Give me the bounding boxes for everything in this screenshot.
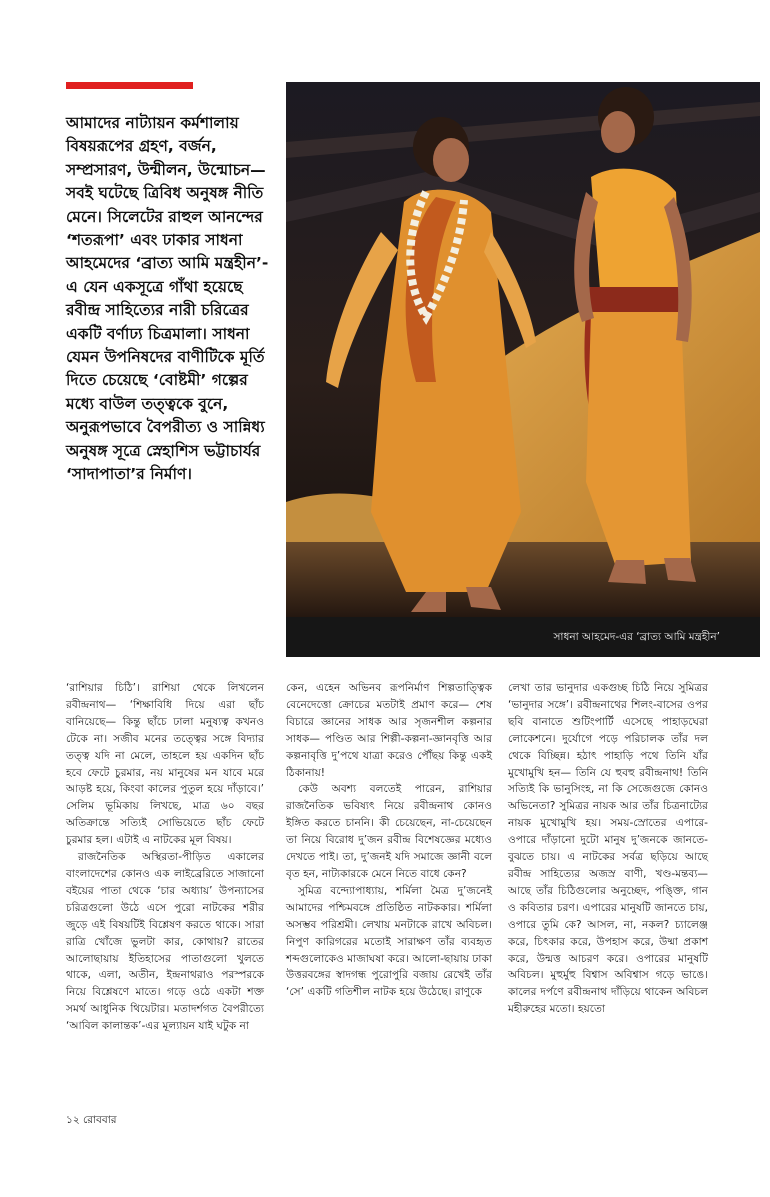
stage-photo bbox=[286, 82, 760, 657]
stage-photo-illustration bbox=[286, 82, 760, 657]
intro-paragraph bbox=[66, 112, 272, 487]
col1-paragraph-2: রাজনৈতিক অস্থিরতা-পীড়িত একালের বাংলাদেশের কোনও এক লাইব্রেরিতে সাজানো বইয়ের পাতা থেকে ‘চার অধ্যায়’ উপন্যাসের চরিত্রগুলো উঠে এসে পুরো নাটকের শরীর জুড়ে এই বিষয়টিই বিশ্লেষণ করতে থাকে। সারা রাত্রি খোঁজে ভুলটা কার, কোথায়? রাতের আলোছায়ায় ইতিহাসের পাতাগুলো খুলতে থাকে, এলা, অতীন, ইন্দ্রনাথরাও পরস্পরকে নিয়ে বিশ্লেষণে মাতে। গড়ে ওঠে একটা শক্ত সমর্থ আধুনিক থিয়েটার। মতাদর্শগত বৈপরীত্যে ‘আবিল কালান্তক’-এর মূল্যায়ন যাই ঘটুক না bbox=[66, 851, 264, 1033]
article-column-3 bbox=[508, 680, 708, 1018]
col2-paragraph-2: কেউ অবশ্য বলতেই পারেন, রাশিয়ার রাজনৈতিক ভবিষ্যৎ নিয়ে রবীন্দ্রনাথ কোনও ইঙ্গিত করতে চাননি। কী চেয়েছেন, না-চেয়েছেন তা নিয়ে বিরোধ দু’জন রবীন্দ্র বিশেষজ্ঞের মধ্যেও দেখতে পাই। তা, দু’জনই যদি সমাজে জ্ঞানী বলে বৃত হন, নাট্যকারকে মেনে নিতে বাধে কেন? bbox=[286, 783, 492, 880]
photo-caption: সাধনা আহমেদ-এর ‘ব্রাত্য আমি মন্ত্রহীন’ bbox=[286, 617, 760, 657]
article-column-1 bbox=[66, 680, 264, 1035]
intro-text: আমাদের নাট্যায়ন কর্মশালায় বিষয়রূপের গ্রহণ, বর্জন, সম্প্রসারণ, উন্মীলন, উন্মোচন— সবই ঘটেছে ত্রিবিধ অনুষঙ্গ নীতি মেনে। সিলেটের রাহুল আনন্দের ‘শতরূপা’ এবং ঢাকার সাধনা আহমেদের ‘ব্রাত্য আমি মন্ত্রহীন’-এ যেন একসূত্রে গাঁথা হয়েছে রবীন্দ্র সাহিত্যের নারী চরিত্রের একটি বর্ণাঢ্য চিত্রমালা। সাধনা যেমন উপনিষদের বাণীটিকে মূর্তি দিতে চেয়েছে ‘বোষ্টমী’ গল্পের মধ্যে বাউল তত্ত্বকে বুনে, অনুরূপভাবে বৈপরীত্য ও সান্নিধ্য অনুষঙ্গ সূত্রে স্নেহাশিস ভট্টাচার্যর ‘সাদাপাতা’র নির্মাণ। bbox=[66, 114, 269, 484]
col2-paragraph-3: সুমিত্র বন্দ্যোপাধ্যায়, শর্মিলা মৈত্র দু’জনেই আমাদের পশ্চিমবঙ্গে প্রতিষ্ঠিত নাটককার। শর্মিলা অসম্ভব পরিশ্রমী। লেখায় মনটাকে রাখে অবিচল। নিপুণ কারিগরের মতোই সারাক্ষণ তাঁর ব্যবহৃত শব্দগুলোকেও মাজাঘষা করে। আলো-ছায়ায় ঢাকা উত্তরবঙ্গের স্বাদগন্ধ পুরোপুরি বজায় রেখেই তাঁর ‘সে’ একটি গতিশীল নাটক হয়ে উঠেছে। রাণুকে bbox=[286, 884, 492, 999]
page-footer: ১২ রোববার bbox=[66, 1114, 117, 1126]
col1-paragraph-1: ‘রাশিয়ার চিঠি’। রাশিয়া থেকে লিখলেন রবীন্দ্রনাথ— ‘শিক্ষাবিধি দিয়ে এরা ছাঁচ বানিয়েছে— কিন্তু ছাঁচে ঢালা মনুষ্যত্ব কখনও টেকে না। সজীব মনের তত্ত্বের সঙ্গে বিদ্যার তত্ত্ব যদি না মেলে, তাহলে হয় একদিন ছাঁচ হবে ফেটে চুরমার, নয় মানুষের মন যাবে মরে আড়ষ্ট হয়ে, কিংবা কালের পুতুল হয়ে দাঁড়াবে।’ সেলিম ভূমিকায় লিখছে, মাত্র ৬০ বছর অতিক্রান্তে সত্যিই সোভিয়েতে ছাঁচ ফেটে চুরমার হল। এটাই এ নাটকের মূল বিষয়। bbox=[66, 682, 264, 847]
accent-rule bbox=[66, 82, 193, 89]
article-column-2 bbox=[286, 680, 492, 1001]
col2-paragraph-1: কেন, এহেন অভিনব রূপনির্মাণ শিল্পতাত্ত্বিক বেনেদেত্তো ক্রোচের মতটাই প্রমাণ করে— শেষ বিচারে জ্ঞানের সাধক আর সৃজনশীল কল্পনার সাধক— পণ্ডিত আর শিল্পী-কল্পনা-জ্ঞানবৃত্তি আর কল্পনাবৃত্তি দু’পথে যাত্রা করেও পৌঁছয় কিন্তু একই ঠিকানায়! bbox=[286, 682, 492, 779]
col3-paragraph-1: লেখা তার ভানুদার একগুচ্ছ চিঠি নিয়ে সুমিত্রর ‘ভানুদার সঙ্গে’। রবীন্দ্রনাথের শিলং-বাসের ওপর ছবি বানাতে শুটিংপার্টি এসেছে পাহাড়ঘেরা লোকেশনে। দুর্যোগে পড়ে পরিচালক তাঁর দল থেকে বিচ্ছিন্ন। হঠাৎ পাহাড়ি পথে তিনি যাঁর মুখোমুখি হন— তিনি যে হুবহু রবীন্দ্রনাথ! তিনি সত্যিই কি ভানুসিংহ, না কি সেজেগুজে কোনও অভিনেতা? সুমিত্রর নায়ক আর তাঁর চিত্রনাট্যের নায়ক মুখোমুখি হয়। সময়-স্রোতের এপারে-ওপারে দাঁড়ানো দুটো মানুষ দু’জনকে জানতে-বুঝতে চায়। এ নাটকের সর্বত্র ছড়িয়ে আছে রবীন্দ্র সাহিত্যের অজস্র বাণী, খণ্ড-মন্তব্য— আছে তাঁর চিঠিগুলোর অনুচ্ছেদ, পঙ্ক্তি, গান ও কবিতার চরণ। এপারের মানুষটি জানতে চায়, ওপারে তুমি কে? আসল, না, নকল? চ্যালেঞ্জ করে, চিৎকার করে, উপহাস করে, উষ্মা প্রকাশ করে, উন্মত্ত আচরণ করে। ওপারের মানুষটি অবিচল। মুহুর্মুহু বিশ্বাস অবিশ্বাস গড়ে ভাঙে। কালের দর্পণে রবীন্দ্রনাথ দাঁড়িয়ে থাকেন অবিচল মহীরুহের মতো। হয়তো bbox=[508, 682, 708, 1016]
